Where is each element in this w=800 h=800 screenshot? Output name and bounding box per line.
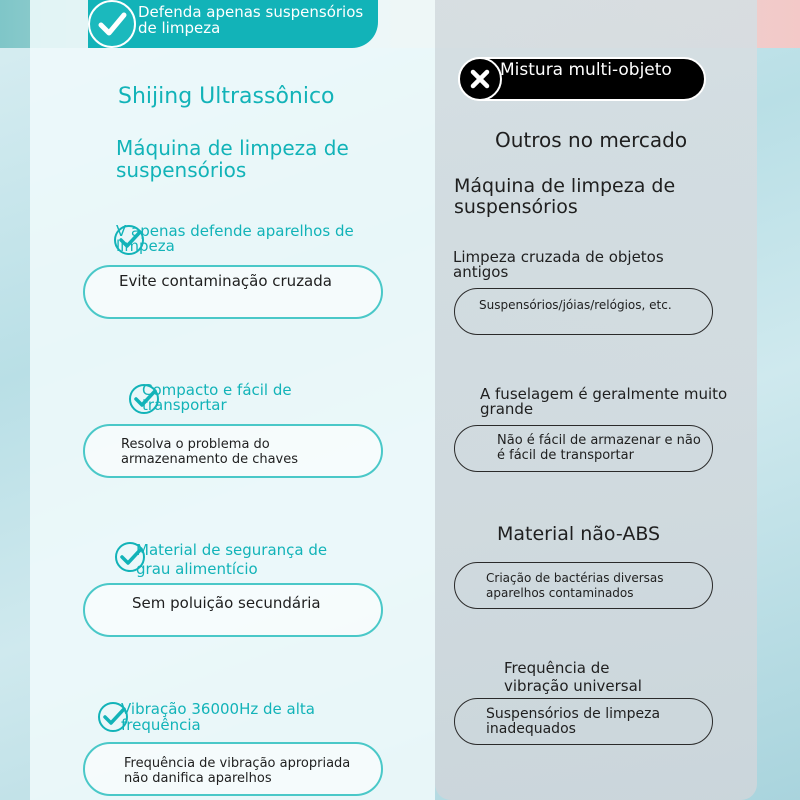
right-header-text: Mistura multi-objeto	[500, 60, 672, 80]
close-icon	[460, 59, 500, 99]
right-feature-label: Limpeza cruzada de objetos antigos	[453, 248, 664, 281]
header-check-badge	[88, 0, 136, 48]
right-feature-detail: Criação de bactérias diversas aparelhos contaminados	[486, 571, 664, 600]
left-feature-detail: Evite contaminação cruzada	[119, 272, 332, 290]
right-feature-detail: Não é fácil de armazenar e não é fácil de transportar	[497, 433, 701, 463]
left-product-subtitle: Máquina de limpeza de suspensórios	[116, 136, 349, 182]
left-feature-label: Material de segurança de grau alimentício	[136, 541, 328, 578]
right-product-subtitle: Máquina de limpeza de suspensórios	[454, 175, 676, 218]
left-feature-detail: Sem poluição secundária	[132, 594, 321, 612]
left-brand-title: Shijing Ultrassônico	[118, 84, 335, 109]
left-feature-detail: Frequência de vibração apropriada não danifica aparelhos	[124, 756, 351, 786]
left-header-text: Defenda apenas suspensórios de limpeza	[138, 3, 364, 37]
left-feature-label: V apenas defende aparelhos de limpeza	[116, 222, 354, 255]
left-feature-detail: Resolva o problema do armazenamento de chaves	[121, 437, 299, 467]
right-feature-detail: Suspensórios de limpeza inadequados	[486, 706, 661, 737]
header-close-badge	[458, 57, 502, 101]
right-feature-label: A fuselagem é geralmente muito grande	[480, 385, 728, 418]
right-feature-label: Frequência de vibração universal	[504, 659, 642, 695]
right-feature-detail: Suspensórios/jóias/relógios, etc.	[479, 298, 672, 312]
right-feature-label: Material não-ABS	[497, 523, 661, 545]
left-feature-label: Vibração 36000Hz de alta frequência	[121, 700, 315, 734]
check-icon	[90, 2, 134, 46]
right-title: Outros no mercado	[495, 128, 688, 152]
left-feature-label: Compacto e fácil de transportar	[142, 381, 292, 414]
